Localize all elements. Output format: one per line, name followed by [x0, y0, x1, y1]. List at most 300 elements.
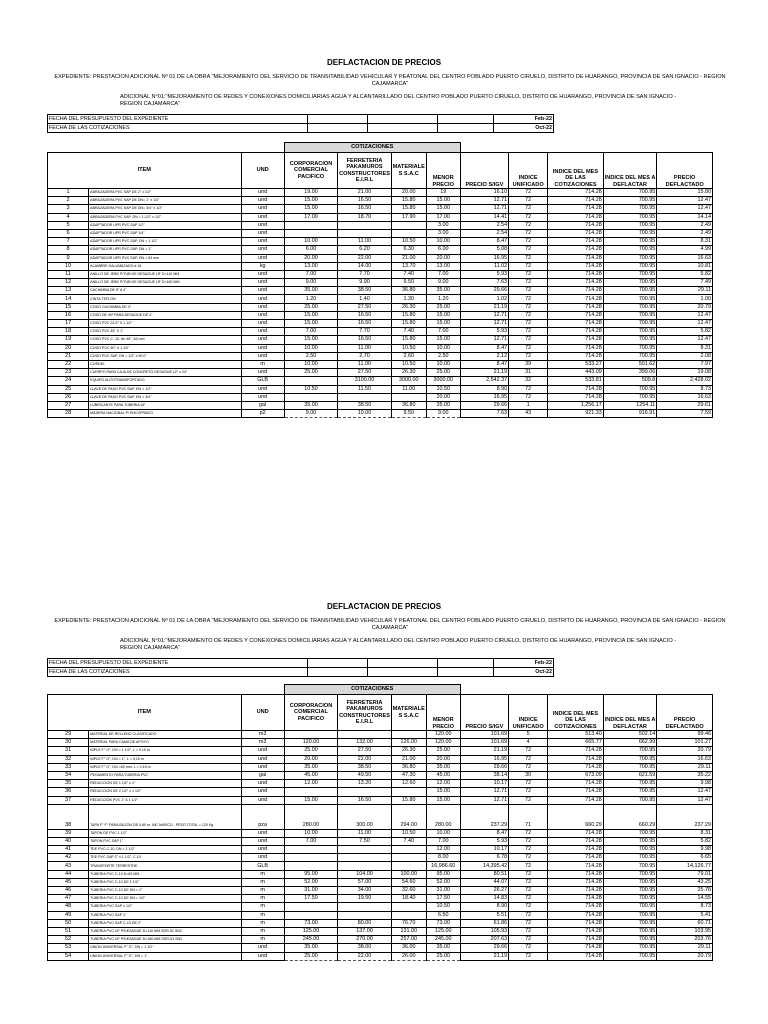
min-price-cell: 35.00 [426, 287, 460, 295]
expediente-text: EXPEDIENTE: PRESTACION ADICIONAL Nº 01 DE LA OBRA "MEJORAMIENTO DEL SERVICIO DE TRANSITABILIDAD VEHICULAR Y PEATONAL DEL CENTRO POBLADO PUERTO CIRUELO, DISTRITO DE HUARANGO, PROVINCIA DE SAN IGNACIO - REGION CAJAMARCA" [54, 74, 726, 87]
description-cell: TUBERIA PVC C-10 DE 1 1/2" [89, 878, 241, 886]
table-row [48, 279, 713, 287]
deflated-price-cell: 6.65 [657, 854, 713, 862]
corp-price-cell: 35.00 [284, 944, 338, 952]
deflated-price-cell: 20.79 [657, 303, 713, 311]
index-month-deflate-cell: 399.06 [603, 369, 657, 377]
index-month-quote-cell: 660.29 [548, 804, 604, 829]
mat-price-cell: 10.50 [391, 238, 426, 246]
index-month-deflate-cell: 700.95 [603, 205, 657, 213]
ferre-price-cell: 38.50 [338, 287, 392, 295]
price-no-igv-cell: 29.66 [460, 287, 508, 295]
adicional-text: ADICIONAL N°01:"MEJORAMIENTO DE REDES Y CONEXIONES DOMICILIARIAS AGUA Y ALCANTARILLADO DEL CENTRO POBLADO PUERTO CIRUELO, DISTRITO DE HUARANGO, PROVINCIA DE SAN IGNACIO - REGION CAJAMARCA" [120, 94, 677, 107]
corp-price-cell: 10.00 [284, 238, 338, 246]
item-cell: 17 [48, 320, 89, 328]
price-no-igv-cell: 16.95 [460, 254, 508, 262]
table-row [48, 410, 713, 418]
item-cell: 54 [48, 952, 89, 960]
ferre-price-cell: 13.20 [338, 780, 392, 788]
index-cell: 72 [509, 197, 548, 205]
price-no-igv-cell: 21.19 [460, 747, 508, 755]
index-cell: 72 [509, 262, 548, 270]
index-month-quote-cell: 714.28 [548, 837, 604, 845]
index-cell: 72 [509, 944, 548, 952]
index-month-deflate-cell: 700.95 [603, 887, 657, 895]
min-price-cell: 6.00 [426, 246, 460, 254]
price-no-igv-cell: 5.93 [460, 328, 508, 336]
mat-price-cell: 7.40 [391, 328, 426, 336]
corp-price-cell [284, 731, 338, 739]
unit-cell: gal [241, 401, 284, 409]
index-cell: 72 [509, 846, 548, 854]
index-month-deflate-cell: 700.95 [603, 213, 657, 221]
deflated-price-cell: 16.63 [657, 755, 713, 763]
item-cell: 48 [48, 903, 89, 911]
ferre-header: FERRETERIA PAKAMUROS CONSTRUCTORES E.I.R.L [338, 153, 392, 189]
index-cell: 72 [509, 246, 548, 254]
table-row [48, 780, 713, 788]
table-row [48, 919, 713, 927]
table-row [48, 763, 713, 771]
description-cell: UNION UNIVERSAL F° G°, DN = 1 1/2" [89, 944, 241, 952]
deflated-price-cell: 12.47 [657, 197, 713, 205]
unit-cell: m3 [241, 731, 284, 739]
index-cell: 72 [509, 336, 548, 344]
price-no-igv-cell: 12.71 [460, 796, 508, 804]
min-price-cell: 31.00 [426, 887, 460, 895]
min-price-cell: 52.00 [426, 878, 460, 886]
deflated-price-cell: 16.63 [657, 254, 713, 262]
ferre-price-cell: 16.50 [338, 796, 392, 804]
price-no-igv-cell: 14.41 [460, 213, 508, 221]
min-price-cell: 120.00 [426, 731, 460, 739]
ferre-header-2: FERRETERIA PAKAMUROS CONSTRUCTORES E.I.R.L [338, 695, 392, 731]
table-row [48, 895, 713, 903]
description-cell: UNION UNIVERSAL F° G°, DN = 1" [89, 952, 241, 960]
corp-price-cell: 17.50 [284, 895, 338, 903]
item-cell: 12 [48, 279, 89, 287]
table-row [48, 393, 713, 401]
index-month-quote-cell: 714.28 [548, 344, 604, 352]
deflated-price-cell: 101.27 [657, 739, 713, 747]
price-no-igv-cell: 10.17 [460, 780, 508, 788]
index-month-deflate-cell: 700.95 [603, 837, 657, 845]
ferre-price-cell: 7.70 [338, 328, 392, 336]
index-month-deflate-cell: 700.95 [603, 952, 657, 960]
price-no-igv-cell: 101.69 [460, 739, 508, 747]
table-row [48, 747, 713, 755]
ferre-price-cell: 16.50 [338, 320, 392, 328]
index-month-deflate-cell: 916.91 [603, 410, 657, 418]
price-no-igv-cell: 21.19 [460, 303, 508, 311]
description-cell: CODO PVC 22.5° X 1 1/2" [89, 320, 241, 328]
description-cell: NIPLE F° G°, DN = 1 1/2", L = 0.15 m [89, 747, 241, 755]
index-month-quote-cell: 714.28 [548, 903, 604, 911]
item-header-2: ITEM [48, 695, 242, 731]
index-cell: 72 [509, 311, 548, 319]
ferre-price-cell [338, 788, 392, 796]
unit-cell: und [241, 352, 284, 360]
min-price-cell: 35.00 [426, 944, 460, 952]
ferre-price-cell [338, 862, 392, 870]
price-no-igv-cell: 16.95 [460, 393, 508, 401]
mat-price-cell: 36.80 [391, 401, 426, 409]
price-no-igv-cell: 29.66 [460, 944, 508, 952]
min-price-cell: 13.00 [426, 262, 460, 270]
unit-cell: m [241, 927, 284, 935]
min-price-cell: 10.00 [426, 344, 460, 352]
index-month-quote-cell: 714.28 [548, 755, 604, 763]
ferre-price-cell [338, 221, 392, 229]
index-month-deflate-cell: 700.95 [603, 189, 657, 197]
corp-price-cell: 15.00 [284, 796, 338, 804]
price-no-igv-cell: 21.19 [460, 952, 508, 960]
description-cell: PEGAMENTO PARA TUBERIA PVC [89, 771, 241, 779]
mat-price-cell [391, 854, 426, 862]
unit-cell: m [241, 360, 284, 368]
ferre-price-cell: 3100.00 [338, 377, 392, 385]
min-price-cell: 25.00 [426, 369, 460, 377]
price-no-igv-cell: 6.78 [460, 854, 508, 862]
table-row [48, 878, 713, 886]
price-no-igv-cell: 5.08 [460, 246, 508, 254]
ferre-price-cell: 16.50 [338, 336, 392, 344]
min-price-cell: 19 [426, 189, 460, 197]
description-cell: ABRAZADERA PVC SAP DE DN= 3/4" x 1/2" [89, 205, 241, 213]
unit-cell: gal [241, 771, 284, 779]
index-month-deflate-cell: 700.95 [603, 944, 657, 952]
item-cell: 47 [48, 895, 89, 903]
description-cell: TEE PVC SAP 2" x 1 1/2", C-10 [89, 854, 241, 862]
index-month-deflate-cell: 700.95 [603, 780, 657, 788]
fecha-cotizaciones-value: Oct-22 [494, 124, 554, 133]
index-month-quote-cell: 714.28 [548, 936, 604, 944]
min-price-cell: 20.00 [426, 755, 460, 763]
ferre-price-cell: 270.00 [338, 936, 392, 944]
fecha-presupuesto-value-2: Feb-22 [494, 659, 554, 668]
deflated-price-cell: 237.29 [657, 804, 713, 829]
index-month-deflate-cell: 700.95 [603, 862, 657, 870]
corp-price-cell [284, 862, 338, 870]
ferre-price-cell: 14.00 [338, 262, 392, 270]
table-row [48, 205, 713, 213]
mat-price-cell: 6.30 [391, 246, 426, 254]
corp-price-cell: 15.00 [284, 205, 338, 213]
index-cell: 72 [509, 320, 548, 328]
corp-price-cell [284, 788, 338, 796]
mat-price-cell [391, 221, 426, 229]
unit-cell: m [241, 878, 284, 886]
item-cell: 11 [48, 270, 89, 278]
table-row [48, 270, 713, 278]
deflated-price-cell: 35.22 [657, 771, 713, 779]
min-price-cell: 15.00 [426, 205, 460, 213]
description-cell: TUBERIA PVC C-10 DE DN = 1" [89, 887, 241, 895]
index-month-deflate-cell: 700.95 [603, 320, 657, 328]
mat-price-cell: 12.60 [391, 780, 426, 788]
ferre-price-cell: 27.50 [338, 303, 392, 311]
index-month-deflate-cell: 660.29 [603, 804, 657, 829]
unit-cell: und [241, 320, 284, 328]
index-cell: 72 [509, 238, 548, 246]
fecha-cotizaciones-label: FECHA DE LAS COTIZACIONES [48, 124, 308, 133]
ferre-price-cell: 1.40 [338, 295, 392, 303]
index-cell: 72 [509, 385, 548, 393]
table-row [48, 944, 713, 952]
description-cell: CINTA TEFLON [89, 295, 241, 303]
min-price-cell: 25.00 [426, 303, 460, 311]
item-cell: 29 [48, 731, 89, 739]
index-month-deflate-cell: 700.95 [603, 788, 657, 796]
min-price-cell: 12.00 [426, 846, 460, 854]
index-month-deflate-cell: 700.95 [603, 796, 657, 804]
index-month-quote-cell: 714.28 [548, 352, 604, 360]
deflated-price-cell: 12.47 [657, 336, 713, 344]
ferre-price-cell: 22.00 [338, 952, 392, 960]
table-row [48, 739, 713, 747]
deflated-price-cell: 9.98 [657, 780, 713, 788]
expediente-text-2: EXPEDIENTE: PRESTACION ADICIONAL Nº 01 DE LA OBRA "MEJORAMIENTO DEL SERVICIO DE TRANSITABILIDAD VEHICULAR Y PEATONAL DEL CENTRO POBLADO PUERTO CIRUELO, DISTRITO DE HUARANGO, PROVINCIA DE SAN IGNACIO - REGION CAJAMARCA" [54, 618, 726, 631]
unit-cell: und [241, 952, 284, 960]
index-cell: 72 [509, 919, 548, 927]
deflated-price-cell: 203.76 [657, 936, 713, 944]
index-month-quote-cell: 714.28 [548, 870, 604, 878]
index-month-quote-cell: 714.28 [548, 911, 604, 919]
corp-price-cell [284, 911, 338, 919]
deflated-price-cell: 7.59 [657, 410, 713, 418]
description-cell: ADAPTADOR UPR PVC SAP, DN = 1" [89, 246, 241, 254]
description-cell: ADAPTADOR UPR PVC SAP 3/4" [89, 229, 241, 237]
corp-price-cell: 1.20 [284, 295, 338, 303]
description-cell: CODO PVC SAP, DN = 1/2" x 90.0° [89, 352, 241, 360]
index-month-quote-cell: 714.28 [548, 229, 604, 237]
index-month-deflate-cell: 502.14 [603, 731, 657, 739]
price-no-igv-cell: 5.93 [460, 270, 508, 278]
price-no-igv-cell: 101.69 [460, 731, 508, 739]
mat-price-cell: 100.00 [391, 870, 426, 878]
description-cell: TAPON DE PVC 1 1/2" [89, 829, 241, 837]
precio-igv-header: PRECIO S/IGV [460, 153, 508, 189]
mat-price-cell: 15.80 [391, 336, 426, 344]
dates-table-2 [47, 658, 554, 677]
table-row [48, 731, 713, 739]
item-cell: 6 [48, 229, 89, 237]
deflated-price-cell: 12.47 [657, 788, 713, 796]
index-month-deflate-cell: 700.95 [603, 344, 657, 352]
corp-price-cell: 2.50 [284, 352, 338, 360]
fecha-presupuesto-label-2: FECHA DEL PRESUPUESTO DEL EXPEDIENTE [48, 659, 308, 668]
unit-cell: p2 [241, 410, 284, 418]
table-row [48, 788, 713, 796]
deflated-price-cell: 5.82 [657, 270, 713, 278]
corp-price-cell: 245.00 [284, 936, 338, 944]
ferre-price-cell: 27.50 [338, 369, 392, 377]
corp-price-cell: 9.00 [284, 279, 338, 287]
index-month-deflate-cell: 700.95 [603, 903, 657, 911]
precio-def-header-2: PRECIO DEFLACTADO [657, 695, 713, 731]
index-month-deflate-cell: 700.95 [603, 870, 657, 878]
deflated-price-cell: 19.08 [657, 369, 713, 377]
price-no-igv-cell: 21.19 [460, 369, 508, 377]
index-cell: 72 [509, 780, 548, 788]
description-cell: CODO PVC 90° X 1 1/2" [89, 344, 241, 352]
item-cell: 15 [48, 303, 89, 311]
document-title-2: DEFLACTACION DE PRECIOS [326, 602, 442, 611]
corp-price-cell: 20.00 [284, 254, 338, 262]
corp-price-cell: 15.00 [284, 320, 338, 328]
deflated-price-cell: 5.41 [657, 911, 713, 919]
index-month-quote-cell: 533.81 [548, 377, 604, 385]
index-cell: 72 [509, 393, 548, 401]
description-cell: ADAPTADOR UPR PVC SAP, DN = 63 mm [89, 254, 241, 262]
table-row [48, 829, 713, 837]
index-month-deflate-cell: 501.62 [603, 360, 657, 368]
min-price-cell: 9.00 [426, 410, 460, 418]
ferre-price-cell: 57.00 [338, 878, 392, 886]
unit-cell: und [241, 763, 284, 771]
index-month-deflate-cell: 700.95 [603, 270, 657, 278]
min-price-cell: 10.00 [426, 829, 460, 837]
price-no-igv-cell: 12.71 [460, 197, 508, 205]
mat-price-cell: 10.50 [391, 829, 426, 837]
price-no-igv-cell: 8.47 [460, 829, 508, 837]
mat-price-cell: 76.70 [391, 919, 426, 927]
index-cell: 72 [509, 829, 548, 837]
deflated-price-cell: 2.49 [657, 229, 713, 237]
deflated-price-cell: 4.99 [657, 246, 713, 254]
table-row [48, 344, 713, 352]
table-row [48, 328, 713, 336]
table-row [48, 336, 713, 344]
table-row [48, 320, 713, 328]
min-price-cell: 10.00 [426, 238, 460, 246]
description-cell: LLAVE DE PASO PVC SAP, DN = 1/2" [89, 385, 241, 393]
item-cell: 50 [48, 919, 89, 927]
index-month-deflate-cell: 700.95 [603, 747, 657, 755]
price-no-igv-cell: 29.66 [460, 763, 508, 771]
deflated-price-cell: 99.46 [657, 731, 713, 739]
index-month-deflate-cell: 700.95 [603, 393, 657, 401]
unit-cell: und [241, 328, 284, 336]
description-cell: ALAMBRE GALVANIZADO # 16 [89, 262, 241, 270]
ferre-price-cell: 27.50 [338, 747, 392, 755]
document-title: DEFLACTACION DE PRECIOS [326, 58, 442, 67]
ferre-price-cell: 11.00 [338, 360, 392, 368]
index-month-quote-cell: 714.28 [548, 763, 604, 771]
index-month-deflate-cell: 1254.11 [603, 401, 657, 409]
index-month-quote-cell: 714.28 [548, 393, 604, 401]
index-month-quote-cell: 714.28 [548, 303, 604, 311]
corp-price-cell [284, 846, 338, 854]
index-cell: 72 [509, 747, 548, 755]
mat-price-cell: 21.00 [391, 755, 426, 763]
ferre-price-cell: 7.70 [338, 270, 392, 278]
index-cell: 5 [509, 731, 548, 739]
min-price-cell: 280.00 [426, 804, 460, 829]
corp-price-cell: 31.00 [284, 887, 338, 895]
deflated-price-cell: 14.55 [657, 895, 713, 903]
index-month-deflate-cell: 700.95 [603, 352, 657, 360]
item-cell: 13 [48, 287, 89, 295]
table-row [48, 311, 713, 319]
table-row [48, 246, 713, 254]
deflated-price-cell: 12.47 [657, 205, 713, 213]
unit-cell: und [241, 270, 284, 278]
unit-cell: pza [241, 804, 284, 829]
deflated-price-cell: 103.95 [657, 927, 713, 935]
deflated-price-cell: 7.97 [657, 360, 713, 368]
description-cell: MADERA NACIONAL P/ ENCOFRADO [89, 410, 241, 418]
item-cell: 2 [48, 197, 89, 205]
min-price-cell: 1.20 [426, 295, 460, 303]
deflated-price-cell: 60.71 [657, 919, 713, 927]
item-cell: 42 [48, 854, 89, 862]
corp-price-cell [284, 393, 338, 401]
table-row [48, 385, 713, 393]
cotizaciones-header-2: COTIZACIONES [284, 685, 460, 695]
price-no-igv-cell: 2.12 [460, 352, 508, 360]
table-row [48, 377, 713, 385]
deflated-price-cell: 5.82 [657, 328, 713, 336]
item-cell: 32 [48, 755, 89, 763]
index-month-quote-cell: 714.28 [548, 887, 604, 895]
table-row [48, 295, 713, 303]
description-cell: ADAPTADOR UPR PVC SAP 1/2" [89, 221, 241, 229]
table-row [48, 887, 713, 895]
index-month-quote-cell: 714.28 [548, 796, 604, 804]
unit-cell: und [241, 837, 284, 845]
mat-price-cell: 15.80 [391, 311, 426, 319]
mat-price-cell: 257.00 [391, 936, 426, 944]
corp-price-cell: 13.00 [284, 262, 338, 270]
corp-price-cell: 7.00 [284, 837, 338, 845]
item-cell: 38 [48, 804, 89, 829]
ferre-price-cell: 11.00 [338, 238, 392, 246]
item-cell: 39 [48, 829, 89, 837]
ferre-price-cell: 22.00 [338, 755, 392, 763]
min-price-cell: 20.00 [426, 254, 460, 262]
deflated-price-cell: 29.11 [657, 944, 713, 952]
price-no-igv-cell: 16.10 [460, 189, 508, 197]
deflated-price-cell: 8.31 [657, 829, 713, 837]
table-row [48, 238, 713, 246]
index-month-quote-cell: 714.28 [548, 895, 604, 903]
min-price-cell: 20.00 [426, 393, 460, 401]
index-month-deflate-cell: 700.95 [603, 197, 657, 205]
table-row [48, 846, 713, 854]
index-cell: 72 [509, 903, 548, 911]
item-cell: 43 [48, 862, 89, 870]
item-cell: 22 [48, 360, 89, 368]
item-header: ITEM [48, 153, 242, 189]
min-price-cell: 17.00 [426, 213, 460, 221]
index-cell: 72 [509, 952, 548, 960]
unit-cell: und [241, 246, 284, 254]
index-month-deflate-cell: 700.95 [603, 854, 657, 862]
index-month-deflate-cell: 700.95 [603, 229, 657, 237]
min-price-cell: 7.00 [426, 837, 460, 845]
mat-price-cell: 36.80 [391, 287, 426, 295]
indice-mes-def-header: INDICE DEL MES A DEFLACTAR [603, 153, 657, 189]
item-cell: 21 [48, 352, 89, 360]
index-month-deflate-cell: 700.95 [603, 254, 657, 262]
precio-igv-header-2: PRECIO S/IGV [460, 695, 508, 731]
corp-price-cell: 52.00 [284, 878, 338, 886]
index-month-quote-cell: 714.28 [548, 336, 604, 344]
unit-cell: und [241, 829, 284, 837]
price-no-igv-cell: 12.71 [460, 320, 508, 328]
index-month-deflate-cell: 621.59 [603, 771, 657, 779]
